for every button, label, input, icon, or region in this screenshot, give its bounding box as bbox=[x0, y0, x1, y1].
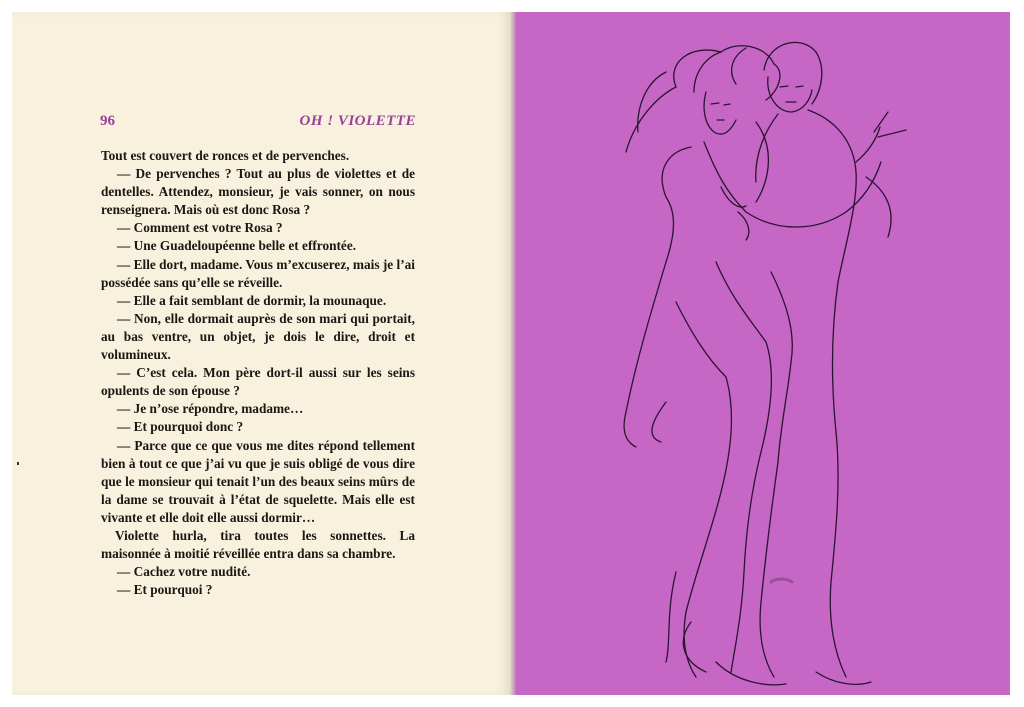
smudge bbox=[771, 579, 792, 582]
man-body bbox=[756, 110, 906, 677]
page-number: 96 bbox=[100, 113, 115, 129]
feet-lines bbox=[666, 572, 871, 685]
paragraph: — Elle a fait semblant de dormir, la mounaque. bbox=[117, 292, 387, 308]
stray-ink-mark bbox=[17, 462, 19, 465]
woman-hair bbox=[626, 46, 780, 202]
woman-face bbox=[704, 92, 736, 134]
man-head bbox=[764, 42, 822, 112]
paragraph: — Cachez votre nudité. bbox=[117, 564, 251, 580]
paragraph: — Comment est votre Rosa ? bbox=[117, 220, 283, 236]
paragraph: — Je n’ose répondre, madame… bbox=[117, 401, 304, 417]
running-title: OH ! VIOLETTE bbox=[299, 113, 416, 129]
paragraph: — Non, elle dormait auprès de son mari qui portait, au bas ventre, un objet, je dois le dire, droit et volumineux. bbox=[101, 310, 415, 363]
paragraph: — C’est cela. Mon père dort-il aussi sur les seins opulents de son épouse ? bbox=[101, 365, 415, 399]
running-head bbox=[100, 113, 416, 133]
body-text bbox=[101, 147, 415, 599]
paragraph: — Et pourquoi donc ? bbox=[117, 419, 244, 435]
paragraph: — Parce que ce que vous me dites répond tellement bien à tout ce que j’ai vu que je suis obligé de vous dire que le monsieur qui tenait l’un des beaux seins mûrs de la dame se trouvait à l’état de squelette. Mais elle est vivante et elle doit elle aussi dormir… bbox=[101, 437, 415, 525]
paragraph: Violette hurla, tira toutes les sonnettes. La maisonnée à moitié réveillée entra dans sa chambre. bbox=[101, 527, 415, 562]
paragraph: — Et pourquoi ? bbox=[117, 582, 213, 598]
paragraph: — Une Guadeloupéenne belle et effrontée. bbox=[117, 238, 357, 254]
paragraph: Tout est couvert de ronces et de pervenches. bbox=[101, 148, 350, 163]
woman-body bbox=[624, 142, 881, 677]
paragraph: — Elle dort, madame. Vous m’excuserez, mais je l’ai possédée sans qu’elle se réveille. bbox=[101, 256, 415, 290]
ink-figure-illustration bbox=[516, 12, 1010, 695]
paragraph: — De pervenches ? Tout au plus de violettes et de dentelles. Attendez, monsieur, je vais sonner, on nous renseignera. Mais où est donc Rosa ? bbox=[101, 166, 415, 218]
